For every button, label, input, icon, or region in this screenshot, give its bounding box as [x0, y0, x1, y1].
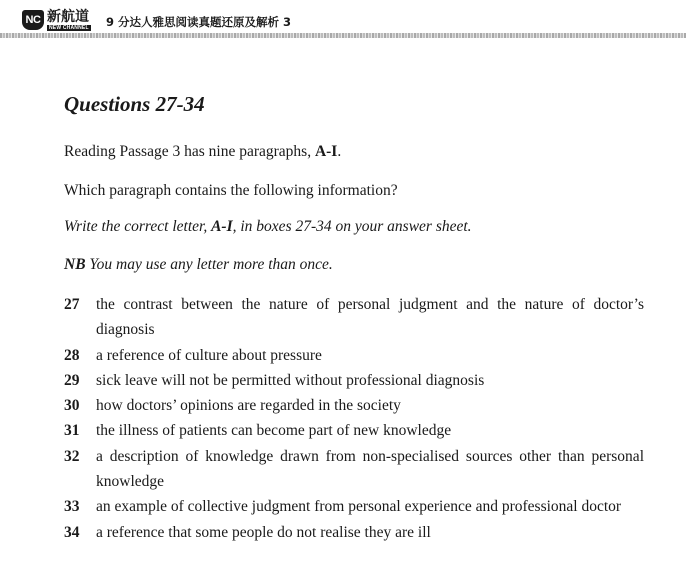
- question-item: [64, 494, 644, 519]
- question-list: [64, 292, 644, 545]
- question-text: a reference of culture about pressure: [96, 346, 322, 364]
- question-item: [64, 444, 644, 495]
- header-rule: [0, 33, 686, 38]
- publisher-logo: [22, 10, 91, 31]
- question-number: 32: [64, 447, 80, 465]
- question-text: the contrast between the nature of personal judgment and the nature of doctor’s diagnosis: [96, 296, 644, 339]
- question-item: [64, 368, 644, 393]
- logo-badge: NC: [22, 10, 44, 30]
- question-item: [64, 393, 644, 418]
- page-header: [0, 0, 686, 44]
- intro-instruction: Write the correct letter, A-I, in boxes 27-34 on your answer sheet.: [64, 218, 472, 235]
- question-item: [64, 343, 644, 368]
- question-text: a reference that some people do not realise they are ill: [96, 523, 431, 541]
- questions-heading: Questions 27-34: [64, 92, 205, 116]
- question-item: [64, 292, 644, 343]
- question-number: 34: [64, 523, 80, 541]
- question-text: an example of collective judgment from personal experience and professional doctor: [96, 498, 622, 516]
- question-text: the illness of patients can become part of new knowledge: [96, 422, 452, 440]
- question-item: [64, 418, 644, 443]
- question-number: 27: [64, 296, 80, 313]
- intro-note: NB You may use any letter more than once.: [64, 256, 333, 273]
- question-text: sick leave will not be permitted without professional diagnosis: [96, 371, 485, 389]
- question-number: 31: [64, 422, 80, 440]
- intro-paragraph-count: Reading Passage 3 has nine paragraphs, A-I.: [64, 143, 342, 160]
- question-text: how doctors’ opinions are regarded in the society: [96, 397, 401, 415]
- question-number: 29: [64, 371, 80, 389]
- book-title: 9 分达人雅思阅读真题还原及解析 3: [106, 15, 292, 29]
- logo-name: 新航道: [47, 9, 89, 25]
- question-number: 33: [64, 498, 80, 516]
- question-number: 30: [64, 397, 80, 415]
- question-text: a description of knowledge drawn from non-specialised sources other than personal knowledge: [96, 447, 644, 491]
- intro-question: Which paragraph contains the following information?: [64, 182, 398, 199]
- question-number: 28: [64, 346, 80, 364]
- question-item: [64, 520, 644, 545]
- logo-subtitle: NEW CHANNEL: [49, 25, 89, 31]
